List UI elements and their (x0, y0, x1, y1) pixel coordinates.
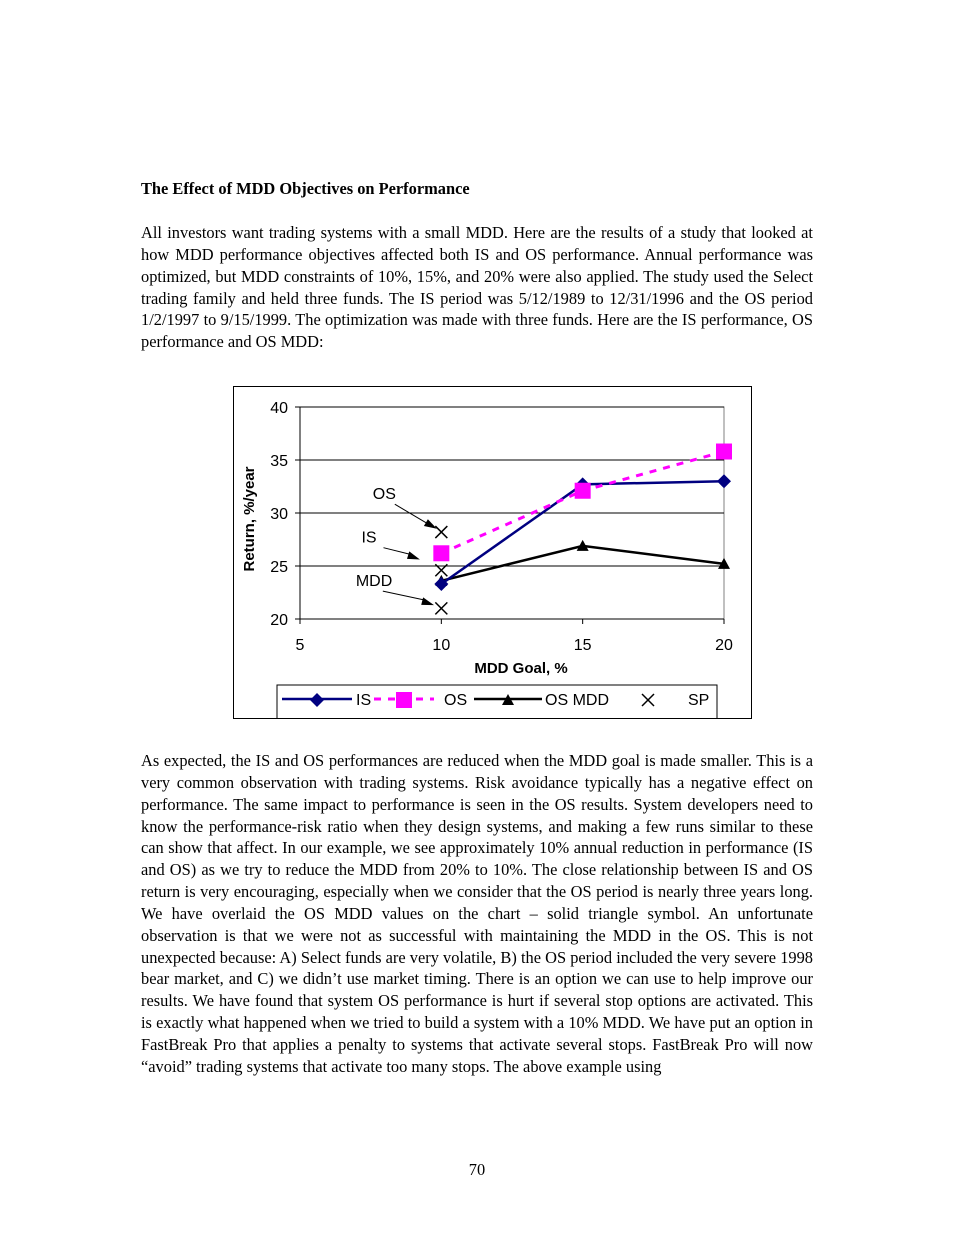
y-tick-label: 25 (270, 559, 288, 576)
legend-box (277, 685, 717, 718)
x-tick-label: 15 (573, 637, 592, 654)
y-tick-label: 35 (270, 453, 288, 470)
annotation-label: IS (361, 529, 377, 547)
performance-chart (234, 387, 751, 718)
intro-paragraph: All investors want trading systems with a small MDD. Here are the results of a study that looked at how MDD performance objectives affected both IS and OS performance. Annual performance was optimized, but MDD constraints of 10%, 15%, and 20% were also applied. The study used the Select trading family and held three funds. The IS period was 5/12/1989 to 12/31/1996 and the OS period 1/2/1997 to 9/15/1999. The optimization was made with three funds. Here are the IS performance, OS performance and OS MDD: (141, 223, 813, 352)
chart-frame (233, 386, 752, 719)
y-tick-label: 30 (270, 506, 288, 523)
point-square (575, 483, 591, 499)
legend-label: OS (444, 692, 468, 709)
section-heading: The Effect of MDD Objectives on Performance (141, 179, 470, 198)
point-square (433, 545, 449, 561)
y-tick-label: 20 (270, 612, 288, 629)
legend-label: IS (356, 692, 372, 709)
point-square (716, 444, 732, 460)
x-axis-label: MDD Goal, % (474, 660, 568, 677)
point-square (396, 692, 412, 708)
y-axis-label: Return, %/year (241, 466, 258, 572)
x-tick-label: 10 (432, 637, 451, 654)
legend-label: OS MDD (545, 692, 609, 709)
annotation-label: OS (372, 486, 396, 504)
legend-label: SP (688, 692, 710, 709)
annotation-label: MDD (355, 573, 393, 591)
page-number: 70 (468, 1160, 486, 1179)
discussion-paragraph: As expected, the IS and OS performances are reduced when the MDD goal is made smaller. This is a very common observation with trading systems. Risk avoidance typically has a negative effect on performance. The same impact to performance is seen in the OS results. System developers need to know the performance-risk ratio when they design systems, and making a few runs similar to these can show that affect. In our example, we see approximately 10% annual reduction in performance (IS and OS) as we try to reduce the MDD from 20% to 10%. The close relationship between IS and OS return is very encouraging, especially when we consider that the OS period is nearly three years long. We have overlaid the OS MDD values on the chart – solid triangle symbol. An unfortunate observation is that we were not as successful with maintaining the MDD in the OS. This is not unexpected because: A) Select funds are very volatile, B) the OS period included the very severe 1998 bear market, and C) we didn’t use market timing. There is an option we can use to help improve our results. We have found that system OS performance is hurt if several stop options are activated. This is exactly what happened when we tried to build a system with a 10% MDD. We have put an option in FastBreak Pro that applies a penalty to systems that activate several stops. FastBreak Pro will now “avoid” trading systems that activate too many stops. The above example using (141, 751, 813, 1076)
x-tick-label: 20 (715, 637, 733, 654)
x-tick-label: 5 (295, 637, 305, 654)
y-tick-label: 40 (270, 400, 288, 417)
